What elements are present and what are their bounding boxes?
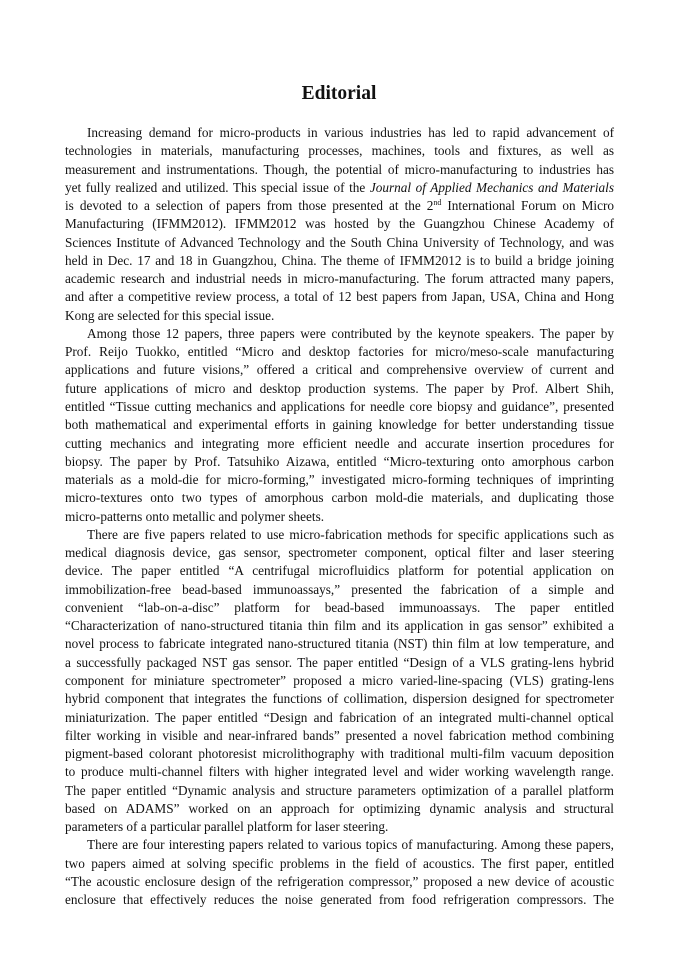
line-text: parameters of a particular parallel platform for laser steering. (65, 819, 389, 835)
line-text: pigment-based colorant photoresist microlithography with traditional multi-film vacuum deposition (65, 746, 614, 762)
line-text: enclosure that effectively reduces the noise generated from food refrigeration compressors. The (65, 892, 614, 908)
text-line (65, 435, 614, 453)
line-text: Kong are selected for this special issue. (65, 307, 275, 323)
text-line (65, 398, 614, 416)
text-line (65, 690, 614, 708)
text-line (65, 471, 614, 489)
line-text: Manufacturing (IFMM2012). IFMM2012 was hosted by the Guangzhou Chinese Academy of (65, 216, 614, 232)
text-line (65, 416, 614, 434)
paragraph (65, 526, 614, 837)
text-line (65, 599, 614, 617)
text-line (65, 270, 614, 288)
text-line (65, 307, 614, 325)
line-text: device. The paper entitled “A centrifugal microfluidics platform for potential application on (65, 563, 614, 579)
ordinal-suffix: nd (433, 198, 442, 208)
line-text: “Characterization of nano-structured titania thin film and its application in gas sensor” exhibited a (65, 618, 614, 634)
text-line (65, 288, 614, 306)
line-text: “The acoustic enclosure design of the refrigeration compressor,” proposed a new device of acoustic (65, 873, 614, 889)
line-text: novel process to fabricate integrated nano-structured titania (NST) thin film at low temperature, and (65, 636, 614, 652)
line-text: miniaturization. The paper entitled “Design and fabrication of an integrated multi-channel optical (65, 709, 614, 725)
line-text: entitled “Tissue cutting mechanics and applications for needle core biopsy and guidance”, presented (65, 398, 614, 414)
text-line (65, 855, 614, 873)
paragraph (65, 325, 614, 526)
page-title: Editorial (301, 83, 377, 104)
line-text: future applications of micro and desktop production systems. The paper by Prof. Albert Shih, (65, 380, 614, 396)
text-line (65, 800, 614, 818)
text-line (65, 380, 614, 398)
text-line (65, 873, 614, 891)
line-text: International Forum on Micro (441, 198, 614, 214)
paragraph (65, 836, 614, 909)
text-line (65, 672, 614, 690)
text-line (65, 581, 614, 599)
text-line (65, 654, 614, 672)
text-line (65, 179, 614, 197)
line-text: There are five papers related to use micro-fabrication methods for specific applications such as (87, 526, 614, 542)
text-line (65, 562, 614, 580)
line-text: and after a competitive review process, a total of 12 best papers from Japan, USA, China and Hong (65, 289, 614, 305)
line-text: component for miniature spectrometer” proposed a micro varied-line-spacing (VLS) grating-lens (65, 672, 614, 688)
text-line (65, 215, 614, 233)
text-line (65, 745, 614, 763)
text-line (65, 508, 614, 526)
text-line (65, 709, 614, 727)
editorial-body (65, 124, 614, 909)
line-text: Sciences Institute of Advanced Technology and the South China University of Technology, and was (65, 234, 614, 250)
line-text: technologies in materials, manufacturing processes, machines, tools and fixtures, as well as (65, 143, 614, 159)
line-text: Among those 12 papers, three papers were contributed by the keynote speakers. The paper by (87, 325, 614, 341)
line-text: Prof. Reijo Tuokko, entitled “Micro and desktop factories for micro/meso-scale manufacturing (65, 344, 614, 360)
text-line (65, 727, 614, 745)
line-text: to produce multi-channel filters with higher integrated level and wider working wavelength range. (65, 764, 614, 780)
line-text: There are four interesting papers related to various topics of manufacturing. Among these papers, (87, 837, 614, 853)
line-text: both mathematical and experimental efforts in gaining knowledge for better understanding tissue (65, 417, 614, 433)
paragraph (65, 124, 614, 325)
text-line (65, 763, 614, 781)
journal-title: Journal of Applied Mechanics and Materials (369, 179, 614, 195)
line-text: yet fully realized and utilized. This special issue of the (65, 179, 370, 195)
text-line (65, 142, 614, 160)
line-text: micro-textures onto two types of amorphous carbon mold-die materials, and duplicating those (65, 490, 614, 506)
line-text: immobilization-free bead-based immunoassays,” presented the fabrication of a simple and (65, 581, 614, 597)
text-line (65, 818, 614, 836)
line-text: medical diagnosis device, gas sensor, spectrometer component, optical filter and laser steering (65, 545, 614, 561)
line-text: held in Dec. 17 and 18 in Guangzhou, China. The theme of IFMM2012 is to build a bridge joining (65, 252, 614, 268)
text-line (65, 252, 614, 270)
text-line (65, 544, 614, 562)
line-text: cutting mechanics and integrating more efficient needle and accurate insertion procedures for (65, 435, 614, 451)
line-text: The paper entitled “Dynamic analysis and structure parameters optimization of a parallel platform (65, 782, 614, 798)
line-text: academic research and industrial needs in micro-manufacturing. The forum attracted many papers, (65, 271, 614, 287)
text-line (65, 197, 614, 215)
line-text: Increasing demand for micro-products in various industries has led to rapid advancement of (87, 125, 614, 140)
text-line (65, 526, 614, 544)
text-line (65, 325, 614, 343)
line-text: measurement and instrumentations. Though, the potential of micro-manufacturing to industries has (65, 161, 614, 177)
text-line (65, 453, 614, 471)
text-line (65, 124, 614, 142)
line-text: filter working in visible and near-infrared bands” presented a novel fabrication method combining (65, 727, 614, 743)
text-line (65, 635, 614, 653)
line-text: is devoted to a selection of papers from those presented at the 2 (65, 198, 434, 214)
text-line (65, 361, 614, 379)
line-text: convenient “lab-on-a-disc” platform for bead-based immunoassays. The paper entitled (65, 599, 614, 615)
text-line (65, 617, 614, 635)
line-text: based on ADAMS” worked on an approach for optimizing dynamic analysis and structural (65, 800, 614, 816)
line-text: two papers aimed at solving specific problems in the field of acoustics. The first paper, entitled (65, 855, 614, 871)
text-line (65, 343, 614, 361)
line-text: materials as a mold-die for micro-forming,” investigated micro-forming techniques of imprinting (65, 472, 614, 488)
text-line (65, 891, 614, 909)
line-text: a successfully packaged NST gas sensor. The paper entitled “Design of a VLS grating-lens hybrid (65, 654, 614, 670)
text-line (65, 836, 614, 854)
line-text: biopsy. The paper by Prof. Tatsuhiko Aizawa, entitled “Micro-texturing onto amorphous carbon (65, 453, 614, 469)
line-text: hybrid component that integrates the functions of collimation, dispersion designed for spectrometer (65, 691, 614, 707)
line-text: micro-patterns onto metallic and polymer sheets. (65, 508, 325, 524)
text-line (65, 489, 614, 507)
text-line (65, 234, 614, 252)
line-text: applications and future visions,” offered a critical and comprehensive overview of current and (65, 362, 614, 378)
text-line (65, 161, 614, 179)
text-line (65, 782, 614, 800)
